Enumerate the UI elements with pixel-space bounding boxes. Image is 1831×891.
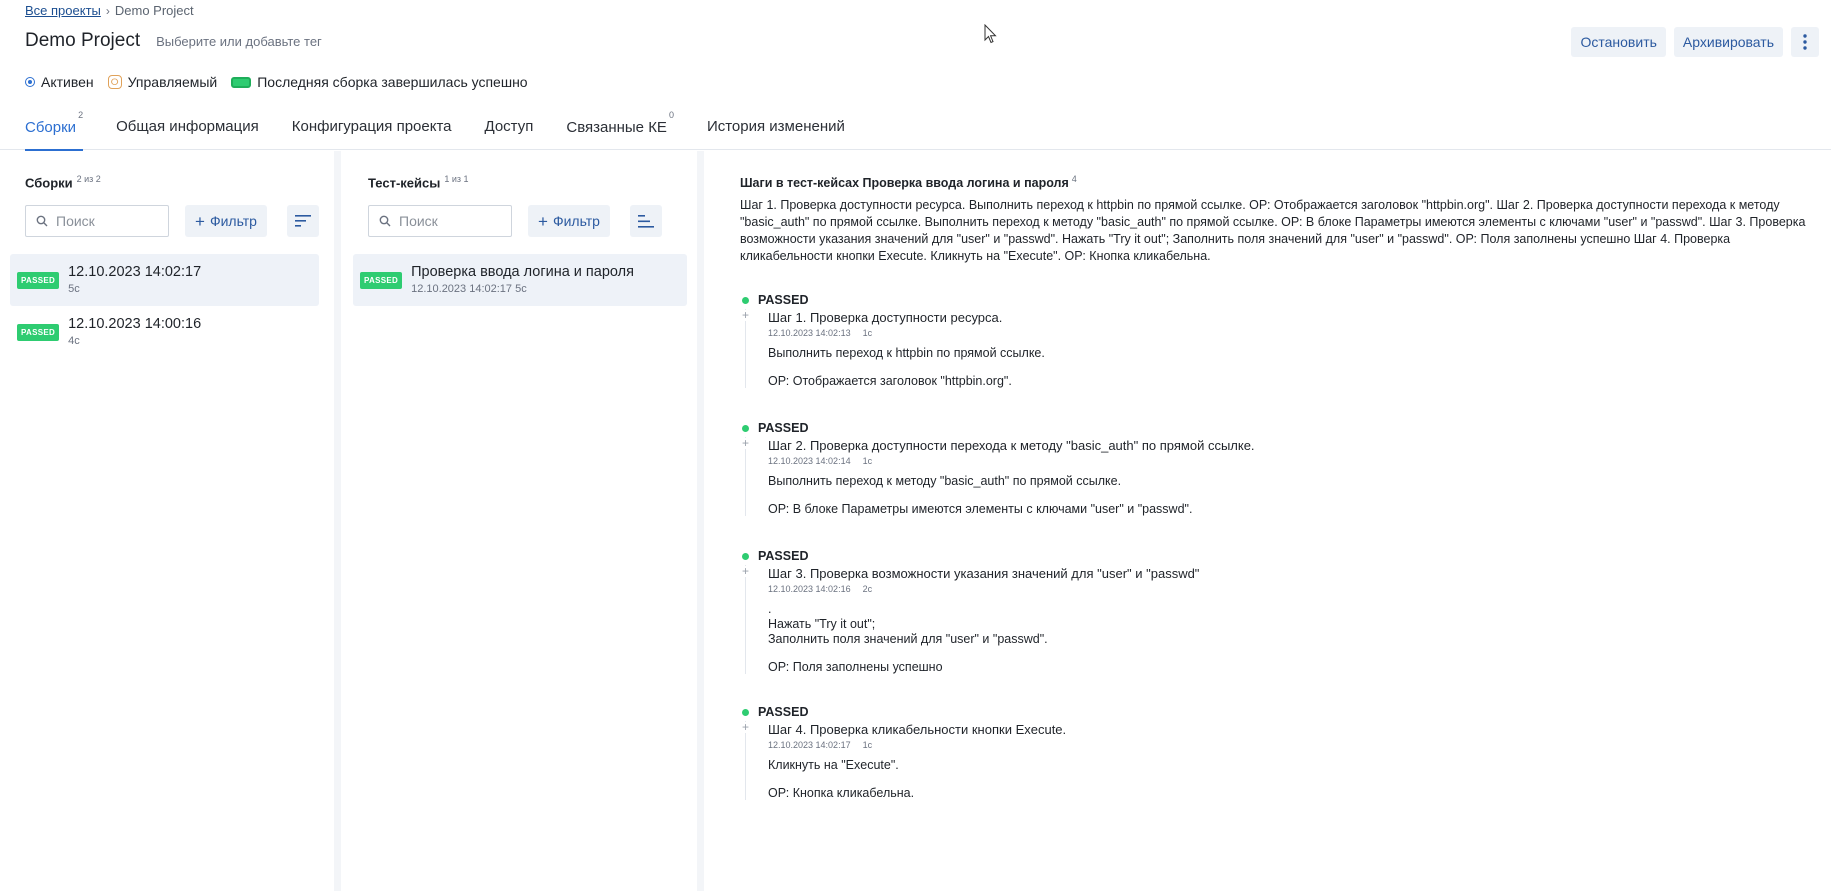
header-actions: [1571, 27, 1819, 57]
status-active: [25, 74, 94, 90]
tab-related-ke[interactable]: [566, 108, 674, 150]
step-item: [742, 293, 1802, 388]
step-time: 12.10.2023 14:02:14: [768, 456, 851, 466]
step-item: [742, 421, 1802, 516]
tab-label: Конфигурация проекта: [291, 118, 452, 135]
testcases-filter-button[interactable]: [528, 205, 610, 237]
status-last-build: [231, 74, 527, 90]
tab-history[interactable]: [707, 108, 845, 150]
expand-plus-icon[interactable]: +: [741, 564, 749, 578]
column-divider[interactable]: [697, 151, 704, 891]
step-expected: ОР: Кнопка кликабельна.: [768, 786, 915, 800]
status-dot-icon: [742, 709, 749, 716]
testcase-list-item[interactable]: [353, 254, 687, 306]
page-title: Demo Project: [25, 30, 141, 51]
tab-project-config[interactable]: [292, 108, 452, 150]
managed-icon: ⵔ: [108, 75, 122, 89]
status-managed-label: Управляемый: [127, 74, 218, 90]
tab-count: 2: [78, 110, 84, 120]
steps-summary: Шаг 1. Проверка доступности ресурса. Выполнить переход к httpbin по прямой ссылке. ОР: Отображается заголовок "httpbin.org". Шаг 2. Проверка доступности перехода к методу "basic_auth" по прямой ссылке. Выполнить переход к методу "basic_auth" по прямой ссылке. ОР: В блоке Параметры имеются элементы с ключами "user" и "passwd". Шаг 3. Проверка возможности указания значений для "user" и "passwd". Нажать "Try it out"; Заполнить поля значений для "user" и "passwd". ОР: Поля заполнены успешно Шаг 4. Проверка кликабельности кнопки Execute. Кликнуть на "Execute". ОР: Кнопка кликабельна.: [740, 198, 1806, 263]
stop-button[interactable]: Остановить: [1571, 27, 1665, 57]
tabs: [0, 108, 1831, 150]
filter-label: Фильтр: [209, 213, 257, 229]
build-duration: 5с: [68, 283, 80, 295]
status-active-label: Активен: [41, 74, 94, 90]
tab-label: История изменений: [706, 118, 845, 135]
status-managed: [108, 74, 218, 90]
step-status: PASSED: [758, 549, 809, 563]
step-time: 12.10.2023 14:02:13: [768, 328, 851, 338]
testcases-title: Тест-кейсы: [368, 175, 441, 191]
expand-plus-icon[interactable]: +: [741, 720, 749, 734]
step-action: Выполнить переход к httpbin по прямой ссылке.: [768, 346, 1045, 360]
step-action: Кликнуть на "Execute".: [768, 758, 899, 772]
step-duration: 1с: [862, 328, 873, 338]
breadcrumb-root-link[interactable]: Все проекты: [25, 3, 101, 18]
builds-search[interactable]: [25, 205, 169, 237]
step-name: Шаг 4. Проверка кликабельности кнопки Execute.: [768, 722, 1067, 737]
step-time: 12.10.2023 14:02:16: [768, 584, 851, 594]
more-button[interactable]: [1791, 27, 1819, 57]
testcases-group-button[interactable]: [630, 205, 662, 237]
steps-title-text: Шаги в тест-кейсах Проверка ввода логина и пароля: [740, 176, 1069, 191]
align-bars-icon: [638, 215, 654, 228]
build-datetime: 12.10.2023 14:02:17: [68, 264, 202, 280]
builds-sort-button[interactable]: [287, 205, 319, 237]
testcase-meta: 12.10.2023 14:02:17 5с: [411, 283, 527, 295]
builds-count: 2 из 2: [76, 174, 101, 184]
status-badge: PASSED: [360, 272, 402, 289]
testcases-panel-title: [368, 174, 469, 190]
step-timeline: [745, 565, 746, 674]
testcase-name: Проверка ввода логина и пароля: [411, 264, 634, 280]
build-datetime: 12.10.2023 14:00:16: [68, 316, 202, 332]
step-expected: ОР: В блоке Параметры имеются элементы с ключами "user" и "passwd".: [768, 502, 1193, 516]
build-list-item[interactable]: [10, 306, 319, 358]
sort-icon: [295, 215, 311, 227]
step-name: Шаг 1. Проверка доступности ресурса.: [768, 310, 1003, 325]
testcases-search[interactable]: [368, 205, 512, 237]
title-row: [25, 30, 322, 52]
breadcrumb-current: Demo Project: [114, 3, 194, 18]
tab-label: Доступ: [484, 118, 534, 135]
status-dot-icon: [742, 297, 749, 304]
step-duration: 2с: [862, 584, 873, 594]
tab-count: 0: [668, 110, 674, 120]
status-badge: PASSED: [17, 272, 59, 289]
build-duration: 4с: [68, 335, 80, 347]
search-icon: [379, 215, 391, 227]
step-expected: ОР: Отображается заголовок "httpbin.org".: [768, 374, 1012, 388]
column-divider[interactable]: [334, 151, 341, 891]
status-badge: PASSED: [17, 324, 59, 341]
status-dot-icon: [742, 425, 749, 432]
tab-label: Сборки: [25, 119, 77, 136]
filter-label: Фильтр: [552, 213, 600, 229]
step-status: PASSED: [758, 421, 809, 435]
tab-label: Общая информация: [116, 118, 259, 135]
chevron-right-icon: ›: [105, 3, 110, 18]
step-name: Шаг 3. Проверка возможности указания значений для "user" и "passwd": [768, 566, 1200, 581]
step-name: Шаг 2. Проверка доступности перехода к методу "basic_auth" по прямой ссылке.: [768, 438, 1255, 453]
builds-filter-button[interactable]: [185, 205, 267, 237]
step-duration: 1с: [862, 740, 873, 750]
tab-label: Связанные КЕ: [566, 119, 667, 136]
step-item: [742, 705, 1802, 800]
status-last-build-label: Последняя сборка завершилась успешно: [257, 74, 528, 90]
steps-count: 4: [1071, 174, 1077, 184]
archive-button[interactable]: Архивировать: [1674, 27, 1783, 57]
build-success-icon: [231, 77, 251, 88]
step-expected: ОР: Поля заполнены успешно: [768, 660, 943, 674]
build-list-item[interactable]: [10, 254, 319, 306]
status-row: [25, 74, 528, 90]
testcases-count: 1 из 1: [444, 174, 469, 184]
step-item: [742, 549, 1802, 674]
step-action: . Нажать "Try it out"; Заполнить поля значений для "user" и "passwd".: [768, 602, 1048, 646]
breadcrumb: [25, 3, 194, 18]
search-icon: [36, 215, 48, 227]
mouse-cursor-icon: [984, 24, 998, 44]
testcases-search-input[interactable]: [399, 213, 499, 229]
tab-builds[interactable]: [25, 108, 83, 150]
step-action: Выполнить переход к методу "basic_auth" по прямой ссылке.: [768, 474, 1122, 488]
step-duration: 1с: [862, 456, 873, 466]
step-time: 12.10.2023 14:02:17: [768, 740, 851, 750]
builds-title: Сборки: [25, 175, 73, 191]
builds-search-input[interactable]: [56, 213, 156, 229]
expand-plus-icon[interactable]: +: [741, 308, 749, 322]
status-dot-icon: [742, 553, 749, 560]
tab-general-info[interactable]: [116, 108, 259, 150]
step-status: PASSED: [758, 705, 809, 719]
steps-title: [740, 174, 1077, 190]
tab-access[interactable]: [485, 108, 534, 150]
plus-icon: +: [538, 211, 548, 231]
more-vertical-icon: [1803, 34, 1807, 50]
builds-panel-title: [25, 174, 101, 190]
step-status: PASSED: [758, 293, 809, 307]
active-dot-icon: [25, 77, 35, 87]
plus-icon: +: [195, 211, 205, 231]
expand-plus-icon[interactable]: +: [741, 436, 749, 450]
tag-selector[interactable]: Выберите или добавьте тег: [156, 34, 322, 49]
